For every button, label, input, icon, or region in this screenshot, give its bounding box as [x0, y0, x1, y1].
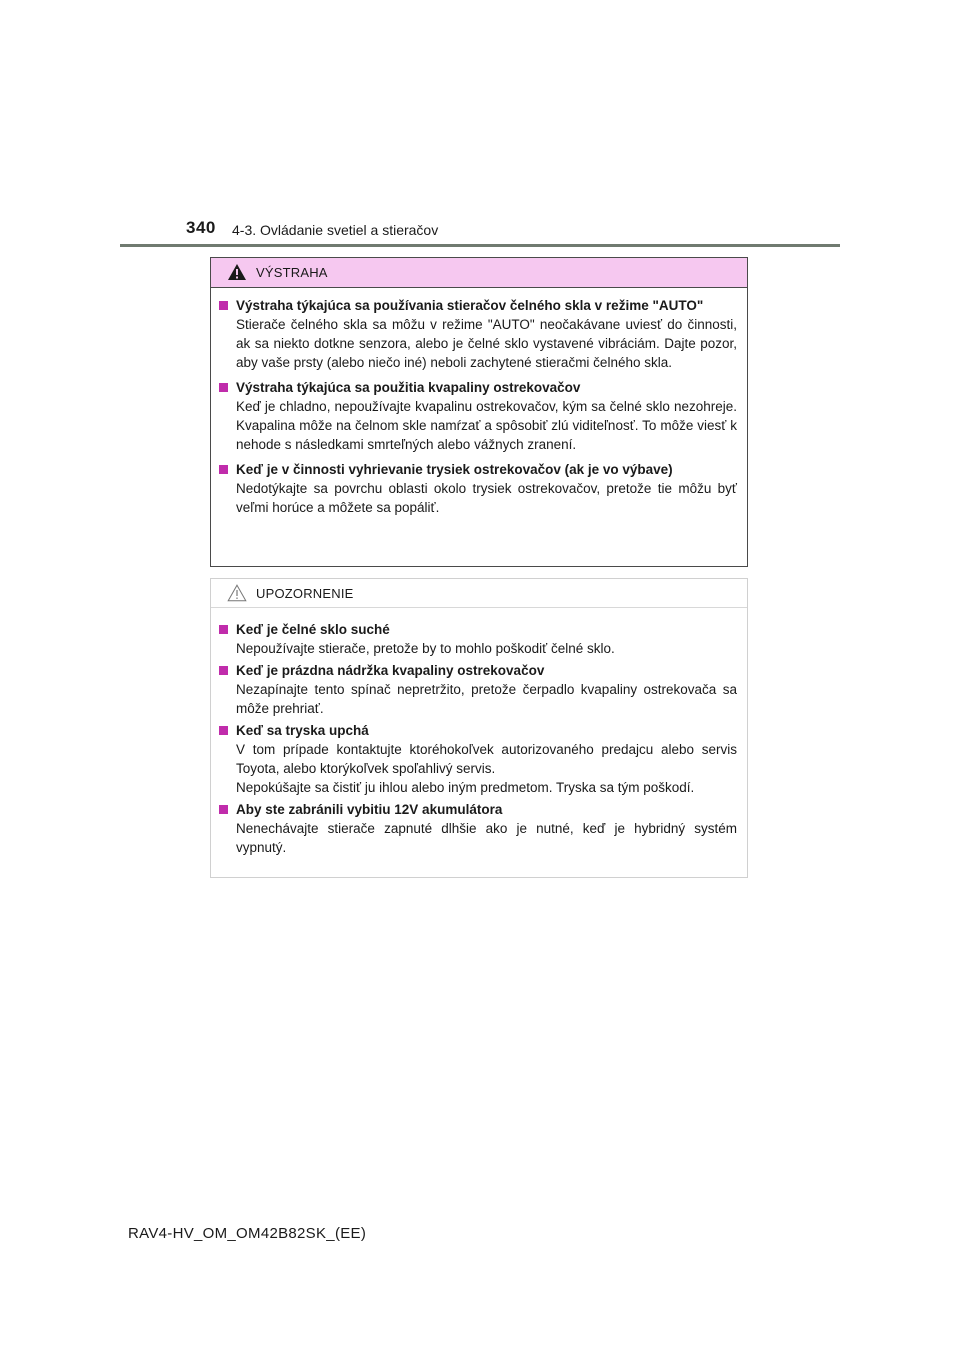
item-heading [219, 378, 739, 397]
caution-item [219, 620, 739, 658]
square-bullet-icon [219, 805, 228, 814]
item-heading-text: Keď je prázdna nádržka kvapaliny ostrekovačov [236, 663, 545, 678]
item-heading-text: Výstraha týkajúca sa používania stieračov čelného skla v režime "AUTO" [236, 298, 704, 313]
item-heading-text: Keď je čelné sklo suché [236, 622, 390, 637]
caution-box [210, 578, 748, 878]
header-rule [120, 244, 840, 247]
warning-title: VÝSTRAHA [256, 265, 328, 280]
item-text: Keď je chladno, nepoužívajte kvapalinu ostrekovačov, kým sa čelné sklo nezohreje. Kvapalina môže na čelnom skle namŕzať a spôsobiť zlú viditeľnosť. To môže viesť k nehode s následkami smrteľných alebo vážnych zranení. [236, 399, 737, 452]
item-text: Nedotýkajte sa povrchu oblasti okolo trysiek ostrekovačov, pretože tie môžu byť veľmi horúce a môžete sa popáliť. [236, 481, 737, 515]
warning-icon [227, 263, 247, 286]
square-bullet-icon [219, 625, 228, 634]
page-number: 340 [186, 218, 216, 237]
caution-item [219, 800, 739, 857]
caution-item [219, 661, 739, 718]
item-heading [219, 661, 739, 680]
warning-header [211, 258, 747, 288]
item-text: Nezapínajte tento spínač nepretržito, pretože čerpadlo kvapaliny ostrekovača sa môže prehriať. [236, 682, 737, 716]
item-heading [219, 296, 739, 315]
item-heading-text: Výstraha týkajúca sa použitia kvapaliny ostrekovačov [236, 380, 581, 395]
item-text: V tom prípade kontaktujte ktoréhokoľvek autorizovaného predajcu alebo servis Toyota, alebo ktorýkoľvek spoľahlivý servis. [236, 742, 737, 776]
warning-item [219, 460, 739, 517]
item-heading [219, 460, 739, 479]
item-heading-text: Keď sa tryska upchá [236, 723, 369, 738]
item-heading-text: Aby ste zabránili vybitiu 12V akumulátora [236, 802, 503, 817]
warning-item [219, 378, 739, 454]
square-bullet-icon [219, 666, 228, 675]
item-heading [219, 800, 739, 819]
item-heading-text: Keď je v činnosti vyhrievanie trysiek ostrekovačov (ak je vo výbave) [236, 462, 673, 477]
item-text: Nepoužívajte stierače, pretože by to mohlo poškodiť čelné sklo. [236, 641, 615, 656]
item-heading [219, 620, 739, 639]
warning-box [210, 257, 748, 567]
item-text-extra: Nepokúšajte sa čistiť ju ihlou alebo iným predmetom. Tryska sa tým poškodí. [236, 780, 695, 795]
warning-body [211, 288, 747, 517]
caution-title: UPOZORNENIE [256, 586, 354, 601]
item-heading [219, 721, 739, 740]
footer-code: RAV4-HV_OM_OM42B82SK_(EE) [128, 1225, 367, 1242]
caution-header [211, 579, 747, 608]
caution-icon [227, 584, 247, 607]
warning-item [219, 296, 739, 372]
square-bullet-icon [219, 726, 228, 735]
square-bullet-icon [219, 301, 228, 310]
item-text: Nenechávajte stierače zapnuté dlhšie ako je nutné, keď je hybridný systém vypnutý. [236, 821, 737, 855]
caution-item [219, 721, 739, 797]
square-bullet-icon [219, 383, 228, 392]
square-bullet-icon [219, 465, 228, 474]
item-text: Stierače čelného skla sa môžu v režime "AUTO" neočakávane uviesť do činnosti, ak sa niekto dotkne senzora, alebo je čelné sklo vystavené vibráciám. Dajte pozor, aby vaše prsty (alebo niečo iné) neboli zachytené stieračmi čelného skla. [236, 317, 737, 370]
caution-body [211, 608, 747, 857]
section-title: 4-3. Ovládanie svetiel a stieračov [232, 222, 439, 238]
